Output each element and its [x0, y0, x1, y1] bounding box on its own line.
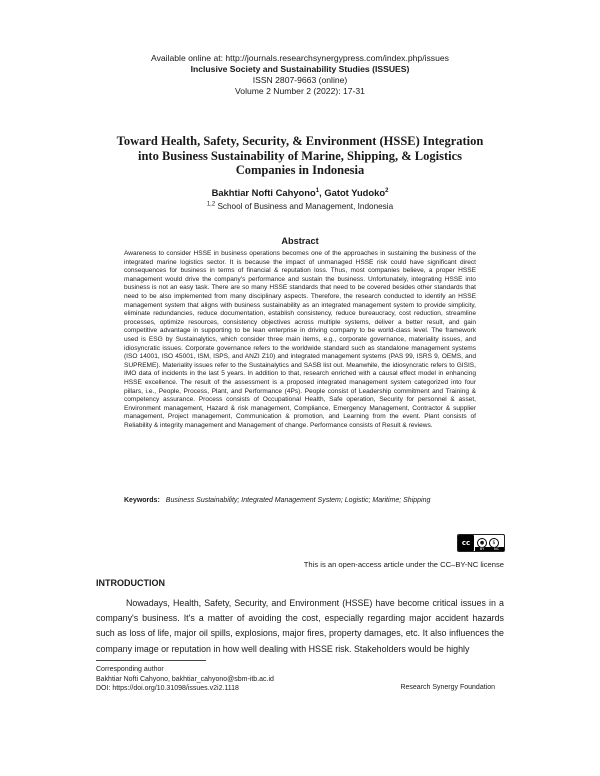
author-separator: ,: [319, 187, 325, 198]
author-affil-marker: 2: [385, 187, 389, 194]
introduction-heading: INTRODUCTION: [96, 578, 165, 588]
author-affil-marker: 1: [315, 187, 320, 194]
issn-line: ISSN 2807-9663 (online): [252, 75, 348, 85]
corresponding-contact[interactable]: Bakhtiar Nofti Cahyono, bakhtiar_cahyono@sbm-itb.ac.id: [96, 675, 274, 683]
license-notice: This is an open-access article under the CC–BY-NC license: [303, 560, 504, 569]
affiliation-text: School of Business and Management, Indonesia: [217, 202, 394, 211]
volume-line: Volume 2 Number 2 (2022): 17-31: [235, 86, 365, 96]
keywords-text: Business Sustainability; Integrated Management System; Logistic; Maritime; Shipping: [165, 497, 431, 504]
introduction-paragraph: Nowadays, Health, Safety, Security, and Environment (HSSE) have become critical issues in a company's business. It's a matter of avoiding the cost, especially regarding major accident hazards such as loss of life, major oil spills, explosions, major fires, property damages, etc. It also influences the company image or reputation in how well dealing with HSSE risk. Stakeholders would be highly: [96, 598, 504, 654]
keywords-label: Keywords:: [124, 497, 160, 504]
keywords-line: [124, 497, 484, 504]
cc-license-badge[interactable]: [457, 534, 505, 552]
corresponding-label: Corresponding author: [96, 666, 164, 673]
availability-line: Available online at: http://journals.researchsynergypress.com/index.php/issues: [151, 53, 449, 63]
paper-title: Toward Health, Safety, Security, & Environment (HSSE) Integration into Business Sustainability of Marine, Shipping, & Logistics Companies in Indonesia: [116, 134, 484, 177]
footnote-block: [96, 665, 274, 694]
doi-link[interactable]: DOI: https://doi.org/10.31098/issues.v2i2.1118: [96, 685, 239, 692]
cc-bar-by: BY: [479, 547, 485, 551]
cc-logo-icon: cc: [458, 535, 474, 551]
by-icon: ●: [477, 538, 487, 548]
publisher-name: Research Synergy Foundation: [400, 684, 495, 691]
affiliation-line: [0, 202, 600, 211]
abstract-heading: Abstract: [281, 236, 319, 246]
cc-badge-bar: [475, 547, 504, 551]
abstract-body: Awareness to consider HSSE in business operations becomes one of the approaches in sustaining the business of the integrated marine logistics sector. It is because the impact of unmanaged HSSE risk could have significant direct consequences for business in terms of financial & reputation loss. Thus, most companies believe, a proper HSSE management would drive the company's performance and sustain the business. Unfortunately, integrating HSSE into business is not an easy task. There are so many HSSE standards that need to be covered besides other standards that need to be also implemented from many disciplinary aspects. Therefore, the research conducted to identify an HSSE management system that aligns with business sustainability as an integrated management system to provide simplicity, eliminate redundancies, reduce documentation, establish consistency, reduce bureaucracy, cost reduction, streamline processes, optimize resources, consistency objectives across multiple systems, deliver a better result, and gain competitive advantage in supporting to be lean enterprise in driving company to be world-class level. The framework used is ESG by Sustainalytics, which consider three main items, e.g., corporate governance, materiality issues, and idiosyncratic issues. Corporate governance refers to the worldwide standard such as standalone management systems (ISO 14001, ISO 45001, ISM, ISPS, and ANZI Z10) and integrated management systems (PAS 99, ISRS 9, OEMS, and SUPREME). Materiality issues refer to the Sustainalytics and SASB list out. Meanwhile, the idiosyncratic refers to GISIS, IMO data of incidents in the last 5 years. In addition to that, research enriched with a causal effect model in enhancing HSSE excellence. The result of the assessment is a proposed integrated management system categorized into four pillars, i.e., People, Process, Plant, and Performance (4Ps). People consist of Leadership commitment and Training & competency assurance. Process consists of Occupational Health, Safe operation, Security for personnel & asset, Environment management, Hazard & risk management, Compliance, Emergency Management, Contractor & supplier management, Project management, Communication & promotion, and Learning from the event. Plant consists of Reliability & integrity management and Management of change. Performance consists of Result & reviews.: [124, 250, 476, 429]
author-line: [0, 187, 600, 198]
footnote-divider: [96, 660, 206, 661]
journal-name: Inclusive Society and Sustainability Studies (ISSUES): [190, 64, 410, 74]
author-name: Gatot Yudoko: [324, 187, 386, 198]
author-name: Bakhtiar Nofti Cahyono: [211, 187, 316, 198]
affiliation-marker: 1,2: [206, 201, 216, 208]
cc-bar-nc: NC: [494, 547, 500, 551]
nc-icon: $: [489, 538, 499, 548]
